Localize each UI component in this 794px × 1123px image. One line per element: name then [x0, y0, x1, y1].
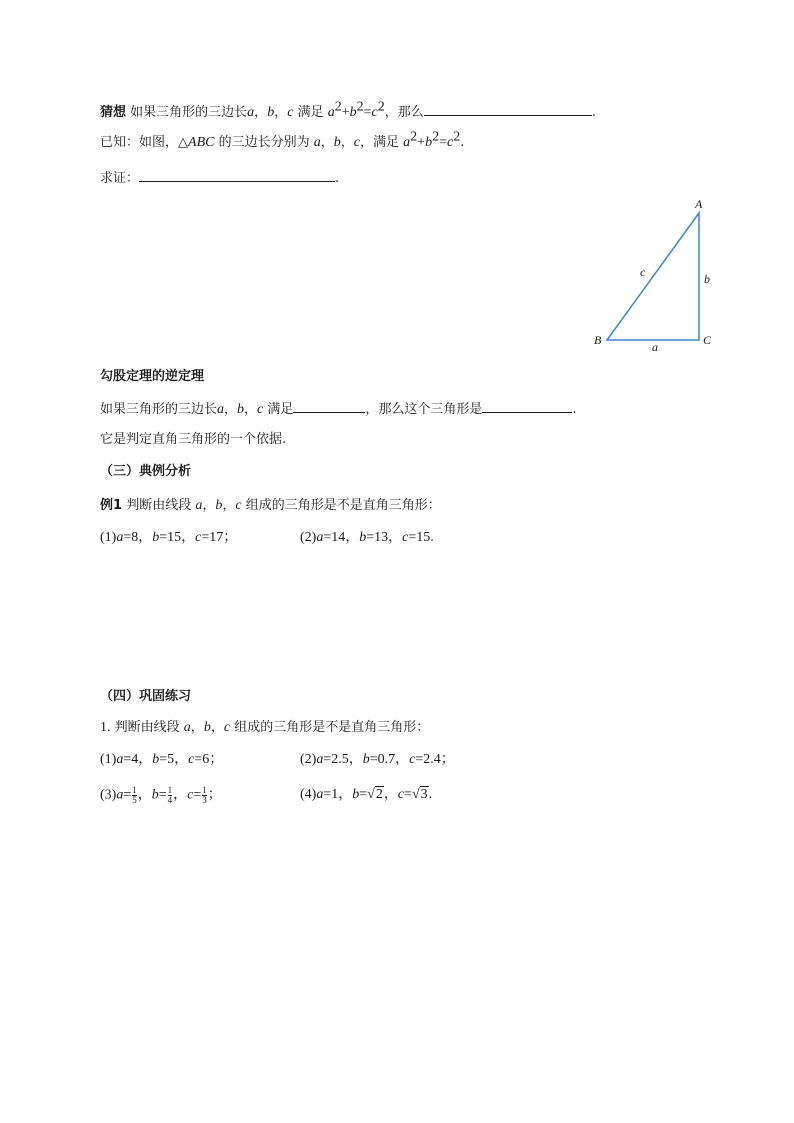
practice-text: 组成的三角形是不是直角三角形： — [234, 720, 430, 735]
converse-line — [100, 399, 577, 419]
vertex-label-B: B — [594, 333, 602, 347]
comma: ， — [340, 135, 354, 150]
example1-line — [100, 497, 441, 515]
vertex-label-C: C — [703, 333, 712, 347]
basis-text: 它是判定直角三角形的一个依据. — [100, 432, 287, 447]
example1-item-2: (2)a=14，b=13，c=15. — [300, 530, 434, 545]
sqrt-two: √2 — [367, 787, 383, 802]
practice-item-3: (3)a= $\frac{1}{5}$ ，b= $\frac{1}{4}$ ，c= $\frac{1}{3}$ ； — [100, 785, 222, 805]
var-b: b — [237, 402, 245, 417]
practice-item-2: (2)a=2.5，b=0.7，c=2.4； — [300, 752, 455, 767]
section-practice-heading: （四）巩固练习 — [100, 689, 192, 704]
var-c: c — [353, 135, 361, 150]
example1-item-1: (1)a=8，b=15，c=17； — [100, 530, 238, 545]
practice1-line — [100, 719, 429, 737]
side-label-a: a — [652, 340, 658, 354]
fraction-one-fourth: $\frac{1}{4}$ — [167, 785, 173, 805]
comma: ， — [244, 402, 258, 417]
var-b: b — [333, 135, 341, 150]
var-a: a — [183, 720, 191, 735]
comma: ， — [254, 105, 268, 120]
given-text: ，满足 — [360, 135, 400, 150]
var-a: a — [313, 135, 321, 150]
answer-blank[interactable] — [293, 399, 365, 413]
section-example-heading: （三）典例分析 — [100, 464, 192, 479]
comma: ， — [320, 135, 334, 150]
answer-blank[interactable] — [482, 399, 572, 413]
comma: ， — [210, 720, 224, 735]
comma: ， — [190, 720, 204, 735]
practice-label: 1. — [100, 720, 111, 735]
pythagorean-equation: $a^2+b^2=c^2$ — [327, 99, 385, 120]
example-text: 判断由线段 — [126, 498, 192, 513]
comma: ， — [274, 105, 288, 120]
var-b: b — [203, 720, 211, 735]
conjecture-label: 猜想 — [100, 105, 127, 120]
var-c: c — [223, 720, 231, 735]
var-a: a — [247, 105, 255, 120]
practice-item-4: (4)a=1，b=√2，c=√3. — [300, 787, 433, 802]
var-b: b — [267, 105, 275, 120]
given-text: 已知：如图， — [100, 135, 179, 150]
var-c: c — [287, 105, 294, 120]
example-text: 组成的三角形是不是直角三角形： — [245, 498, 441, 513]
given-text: 的三边长分别为 — [218, 135, 310, 150]
var-b: b — [215, 498, 223, 513]
var-c: c — [235, 498, 242, 513]
converse-text: ，那么这个三角形是 — [365, 402, 483, 417]
converse-text: 满足 — [267, 402, 294, 417]
conjecture-text: 满足 — [297, 105, 324, 120]
converse-text: 如果三角形的三边长 — [100, 402, 218, 417]
var-a: a — [217, 402, 225, 417]
var-c: c — [257, 402, 264, 417]
comma: ， — [222, 498, 236, 513]
side-label-c: c — [640, 265, 646, 279]
comma: ， — [224, 402, 238, 417]
practice-text: 判断由线段 — [114, 720, 180, 735]
period: . — [591, 105, 596, 120]
pythagorean-equation: $a^2+b^2=c^2$ — [403, 129, 461, 150]
triangle-name: ABC — [188, 135, 215, 150]
period: . — [335, 171, 340, 186]
example-label: 例1 — [100, 498, 123, 513]
vertex-label-A: A — [695, 197, 703, 211]
side-label-b: b — [704, 272, 710, 286]
comma: ， — [202, 498, 216, 513]
conjecture-text: 如果三角形的三边长 — [130, 105, 248, 120]
sqrt-three: √3 — [411, 787, 428, 802]
triangle-shape — [607, 213, 699, 340]
period: . — [460, 135, 465, 150]
conjecture-text: ，那么 — [384, 105, 424, 120]
converse-title: 勾股定理的逆定理 — [100, 369, 205, 384]
fraction-one-fifth: $\frac{1}{5}$ — [132, 785, 137, 805]
practice-item-1: (1)a=4，b=5，c=6； — [100, 752, 224, 767]
fraction-one-third: $\frac{1}{3}$ — [202, 785, 207, 805]
triangle-symbol: △ — [178, 135, 189, 150]
period: . — [572, 402, 577, 417]
var-a: a — [195, 498, 203, 513]
prove-label: 求证： — [100, 171, 140, 186]
